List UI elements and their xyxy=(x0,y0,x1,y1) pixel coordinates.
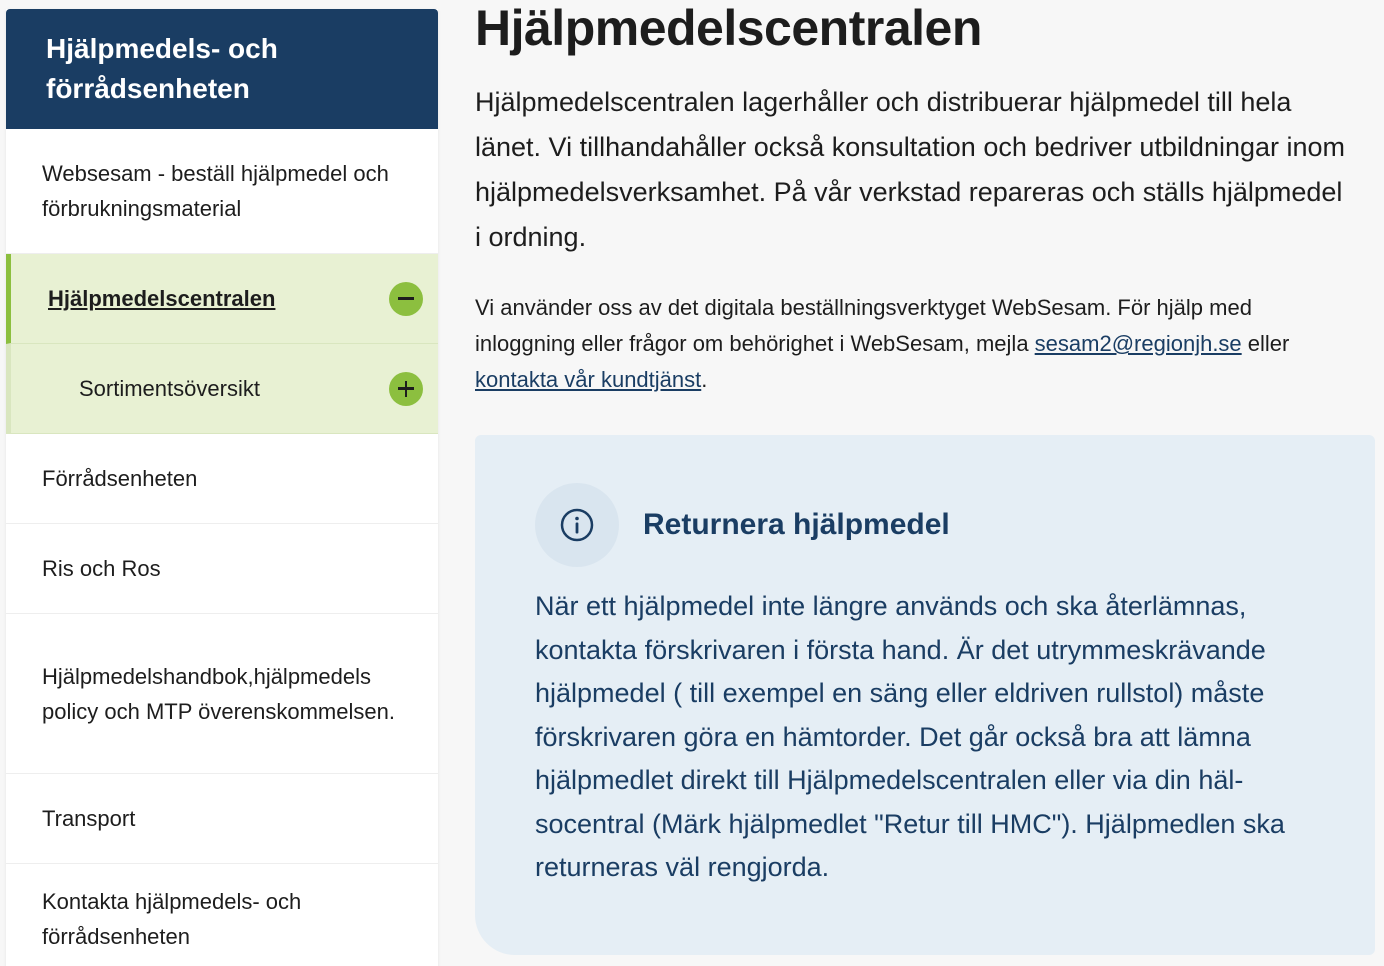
sidebar-item-label: Transport xyxy=(42,806,136,831)
collapse-toggle-minus-icon[interactable] xyxy=(389,282,423,316)
sidebar-item-sortimentsoversikt[interactable] xyxy=(6,344,438,434)
email-link[interactable]: sesam2@regionjh.se xyxy=(1034,331,1242,356)
info-box-text: När ett hjälpmedel inte längre används och ska återlämnas, kontakta förskrivaren i första hand. Är det utrymmeskrävande hjälpmedel ( till exempel en säng eller eldriven rullstol) måste förskrivaren göra en hämtorder. Det går också bra att lämna hjälpmedlet direkt till Hjälpmedelscentralen eller via din häl-socentral (Märk hjälpmedlet "Retur till HMC"). Hjälpmedlen ska returneras väl rengjorda. xyxy=(535,591,1285,882)
sidebar-title[interactable]: Hjälpmedels- och förrådsenheten xyxy=(6,9,438,129)
info-icon xyxy=(535,483,619,567)
sidebar-item-ris-och-ros[interactable] xyxy=(6,524,438,614)
sidebar-item-hjalpmedelscentralen[interactable] xyxy=(6,254,438,344)
sidebar-item-label: Ris och Ros xyxy=(42,556,161,581)
sidebar-item-kontakta[interactable] xyxy=(6,864,438,966)
sidebar-item-label: Hjälpmedelscentralen xyxy=(48,286,276,311)
page-title: Hjälpmedelscentralen xyxy=(475,0,982,56)
info-box-title: Returnera hjälpmedel xyxy=(643,508,950,541)
sidebar-nav xyxy=(6,9,438,966)
body-paragraph xyxy=(475,290,1335,398)
contact-customer-service-link[interactable]: kontakta vår kundtjänst xyxy=(475,367,702,392)
sidebar-item-label: Förrådsenheten xyxy=(42,466,198,491)
lead-paragraph: Hjälpmedelscentralen lagerhåller och distribuerar hjälpmedel till hela länet. Vi tillhandahåller också konsultation och bedriver utbildningar inom hjälpmedelsverksamhet. På vår verkstad repareras och ställs hjälpmedel i ordning. xyxy=(475,87,1346,252)
sidebar-item-transport[interactable] xyxy=(6,774,438,864)
sidebar-item-label: Hjälpmedelshandbok,hjälpmedels policy och MTP överenskommelsen. xyxy=(42,663,395,724)
sidebar-item-forradsenheten[interactable] xyxy=(6,434,438,524)
body-text-intro: Vi använder oss av det digitala beställningsverktyget WebSesam. För hjälp med inloggning eller frågor om behörighet i WebSesam, mejla xyxy=(475,295,1252,356)
sidebar-item-label: Sortimentsöversikt xyxy=(79,376,260,401)
expand-toggle-plus-icon[interactable] xyxy=(389,372,423,406)
sidebar-item-websesam[interactable] xyxy=(6,129,438,254)
sidebar-item-label: Websesam - beställ hjälpmedel och förbrukningsmaterial xyxy=(42,161,389,221)
info-box xyxy=(475,435,1375,955)
body-text-end: . xyxy=(701,367,708,392)
body-text-between: eller xyxy=(1241,331,1290,356)
sidebar-item-handbok[interactable] xyxy=(6,614,438,774)
sidebar-item-label: Kontakta hjälpmedels- och förrådsenheten xyxy=(42,889,302,949)
